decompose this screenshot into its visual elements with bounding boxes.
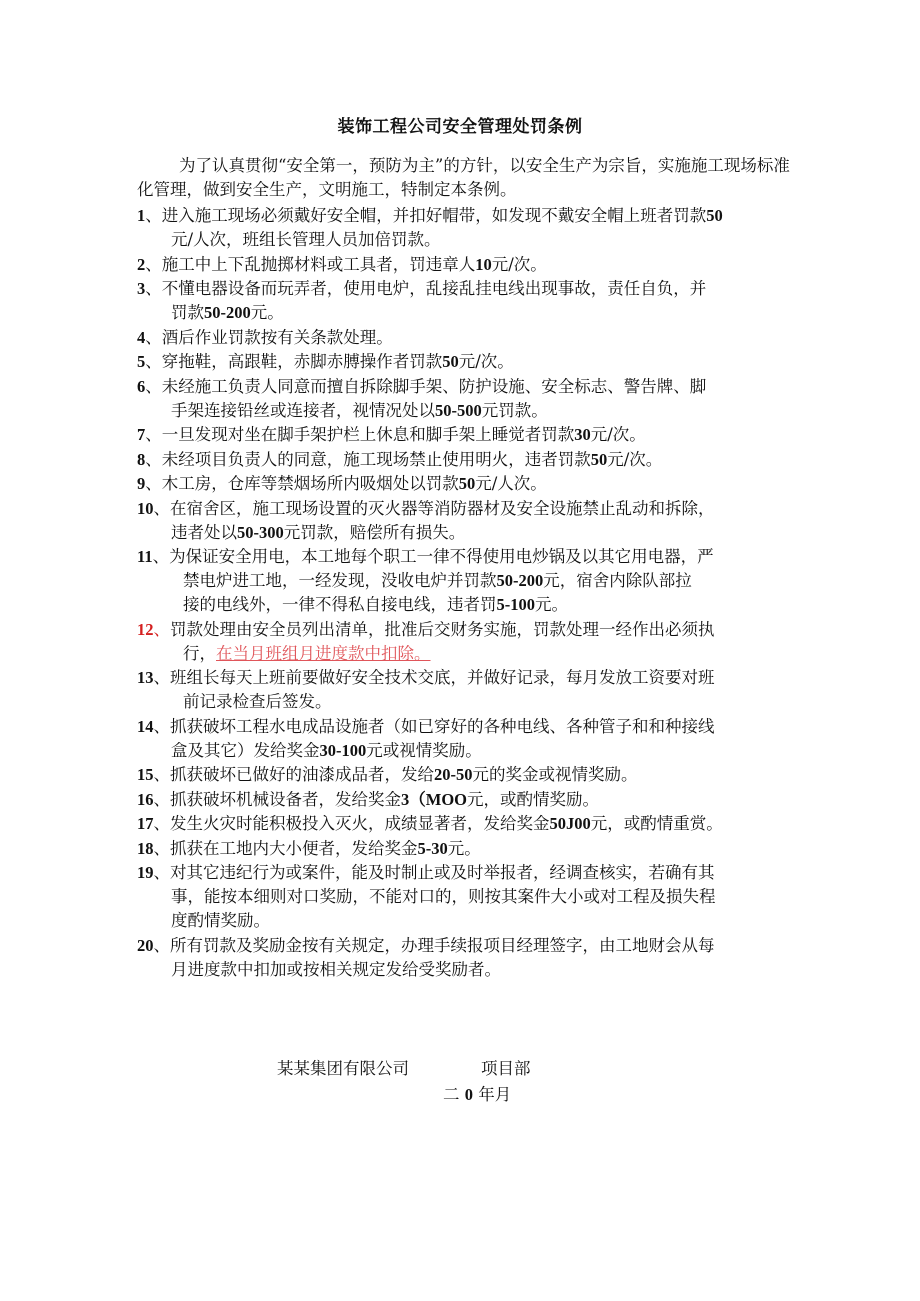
list-item xyxy=(137,204,797,252)
item-number: 17 xyxy=(137,814,154,833)
item-number: 7 xyxy=(137,425,146,444)
item-text: 、抓获破坏工程水电成品设施者（如已穿好的各种电线、各种管子和和种接线 xyxy=(153,716,715,736)
list-item xyxy=(137,423,797,447)
item-text: 罚款处理由安全员列出清单，批准后交财务实施，罚款处理一经作出必须执 xyxy=(170,619,715,639)
item-amount: 30-100 xyxy=(319,740,367,760)
item-text: 元/次。 xyxy=(458,352,514,371)
item-separator: 、 xyxy=(153,619,170,639)
item-number: 18 xyxy=(137,838,154,858)
date-number: 0 xyxy=(464,1085,473,1104)
item-amount: 50 xyxy=(590,449,608,469)
item-text: 前记录检查后签发。 xyxy=(183,692,332,711)
item-amount: 3（MOO xyxy=(401,789,467,809)
item-text: 事，能按本细则对口奖励，不能对口的，则按其案件大小或对工程及损失程 xyxy=(171,887,716,906)
item-text: 、为保证安全用电，本工地每个职工一律不得使用电炒锅及以其它用电器，严 xyxy=(152,547,714,566)
item-text: 元/次。 xyxy=(607,449,663,469)
item-text: 、抓获破坏机械设备者，发给奖金 xyxy=(153,789,401,809)
item-number: 11 xyxy=(137,547,153,566)
item-text: 月进度款中扣加或按相关规定发给受奖励者。 xyxy=(171,959,501,979)
highlighted-text: 在当月班组月进度款中扣除 xyxy=(216,643,414,663)
item-text: 元。 xyxy=(250,303,284,322)
intro-paragraph: 为了认真贯彻“安全第一，预防为主”的方针，以安全生产为宗旨，实施施工现场标准化管理，做到安全生产，文明施工，特制定本条例。 xyxy=(137,156,790,199)
list-item xyxy=(137,837,797,861)
item-number: 2 xyxy=(137,254,146,274)
list-item xyxy=(137,666,797,714)
item-text: 元罚款，赔偿所有损失。 xyxy=(283,522,466,542)
list-item xyxy=(137,788,797,812)
item-amount: 20-50 xyxy=(434,765,473,784)
item-text: 元罚款。 xyxy=(481,400,548,420)
item-text: 元，或酌情重赏。 xyxy=(590,814,723,833)
item-text: 元，宿舍内除队部拉 xyxy=(543,571,692,590)
item-text: 、在宿舍区，施工现场设置的灭火器等消防器材及安全设施禁止乱动和拆除， xyxy=(153,498,715,518)
list-item xyxy=(137,448,797,472)
item-text: 行， xyxy=(183,643,216,663)
date-suffix: 年月 xyxy=(478,1085,512,1104)
item-text: 、穿拖鞋，高跟鞋，赤脚赤膊操作者罚款 xyxy=(145,352,443,371)
item-text: 禁电炉进工地，一经发现，没收电炉并罚款 xyxy=(183,571,497,590)
list-item xyxy=(137,618,797,666)
item-text: 、木工房，仓库等禁烟场所内吸烟处以罚款 xyxy=(145,474,459,493)
date-prefix: 二 xyxy=(443,1085,460,1104)
item-amount: 50 xyxy=(442,352,459,371)
item-text: 元的奖金或视情奖励。 xyxy=(472,765,638,784)
item-number: 8 xyxy=(137,449,146,469)
item-number: 16 xyxy=(137,789,154,809)
item-amount: 30 xyxy=(574,425,591,444)
signature-line xyxy=(277,1055,531,1079)
item-text: 。 xyxy=(414,643,431,663)
item-amount: 10 xyxy=(475,254,492,274)
item-number: 5 xyxy=(137,352,146,371)
list-item xyxy=(137,472,797,496)
list-item xyxy=(137,545,797,617)
list-item xyxy=(137,812,797,836)
item-number: 3 xyxy=(137,279,146,298)
item-text: 元，或酌情奖励。 xyxy=(467,789,599,809)
company-name: 某某集团有限公司 xyxy=(277,1059,409,1078)
item-text: 元/次。 xyxy=(590,425,646,444)
item-number: 10 xyxy=(137,498,154,518)
item-text: 元。 xyxy=(447,838,481,858)
item-text: 度酌情奖励。 xyxy=(171,911,270,930)
item-number: 12 xyxy=(137,619,154,639)
item-text: 罚款 xyxy=(171,303,204,322)
department-name: 项目部 xyxy=(481,1059,531,1078)
item-amount: 50J00 xyxy=(549,814,591,833)
item-text: 、所有罚款及奖励金按有关规定，办理手续报项目经理签字，由工地财会从每 xyxy=(153,935,715,955)
item-amount: 50 xyxy=(458,474,476,493)
item-text: 、抓获破坏已做好的油漆成品者，发给 xyxy=(153,765,434,784)
list-item xyxy=(137,277,797,325)
item-text: 、对其它违纪行为或案件，能及时制止或及时举报者，经调查核实，若确有其 xyxy=(153,863,715,882)
item-text: 、一旦发现对坐在脚手架护栏上休息和脚手架上睡觉者罚款 xyxy=(145,425,575,444)
item-amount: 50-200 xyxy=(496,571,544,590)
list-item xyxy=(137,253,797,277)
item-number: 14 xyxy=(137,716,154,736)
item-number: 6 xyxy=(137,376,146,396)
item-text: 盒及其它）发给奖金 xyxy=(171,740,320,760)
item-text: 接的电线外，一律不得私自接电线，违者罚 xyxy=(183,595,497,614)
item-text: 元。 xyxy=(535,595,568,614)
item-amount: 50-500 xyxy=(435,400,482,420)
item-amount: 50-200 xyxy=(204,303,251,322)
item-amount: 5-30 xyxy=(417,838,448,858)
item-text: 、不懂电器设备而玩弄者，使用电炉，乱接乱挂电线出现事故，责任自负，并 xyxy=(145,279,707,298)
item-amount: 50 xyxy=(706,206,723,225)
item-text: 、酒后作业罚款按有关条款处理。 xyxy=(145,327,393,347)
item-text: 、进入施工现场必须戴好安全帽，并扣好帽带，如发现不戴安全帽上班者罚款 xyxy=(145,206,707,225)
item-text: 、发生火灾时能积极投入灭火，成绩显著者，发给奖金 xyxy=(153,814,550,833)
item-text: 、未经项目负责人的同意，施工现场禁止使用明火，违者罚款 xyxy=(145,449,591,469)
item-number: 19 xyxy=(137,863,154,882)
list-item xyxy=(137,861,797,933)
rules-list xyxy=(137,204,797,982)
list-item xyxy=(137,934,797,982)
document-title: 装饰工程公司安全管理处罚条例 xyxy=(337,117,583,137)
list-item xyxy=(137,715,797,763)
item-text: 元或视情奖励。 xyxy=(366,740,482,760)
item-text: 元/人次。 xyxy=(475,474,547,493)
item-text: 、未经施工负责人同意而擅自拆除脚手架、防护设施、安全标志、警告牌、脚 xyxy=(145,376,707,396)
item-text: 、班组长每天上班前要做好安全技术交底，并做好记录，每月发放工资要对班 xyxy=(153,668,715,687)
item-number: 4 xyxy=(137,327,146,347)
item-number: 13 xyxy=(137,668,154,687)
item-number: 15 xyxy=(137,765,154,784)
item-text: 违者处以 xyxy=(171,522,237,542)
item-text: 、施工中上下乱抛掷材料或工具者，罚违章人 xyxy=(145,254,476,274)
list-item xyxy=(137,375,797,423)
list-item xyxy=(137,497,797,545)
item-number: 20 xyxy=(137,935,154,955)
item-number: 9 xyxy=(137,474,146,493)
item-text: 、抓获在工地内大小便者，发给奖金 xyxy=(153,838,418,858)
item-number: 1 xyxy=(137,206,146,225)
list-item xyxy=(137,326,797,350)
item-amount: 5-100 xyxy=(496,595,535,614)
item-amount: 50-300 xyxy=(237,522,284,542)
item-text: 手架连接铅丝或连接者，视情况处以 xyxy=(171,400,435,420)
item-text: 元/次。 xyxy=(491,254,547,274)
item-text: 元/人次，班组长管理人员加倍罚款。 xyxy=(171,230,441,249)
list-item xyxy=(137,763,797,787)
date-line xyxy=(443,1081,511,1105)
list-item xyxy=(137,350,797,374)
